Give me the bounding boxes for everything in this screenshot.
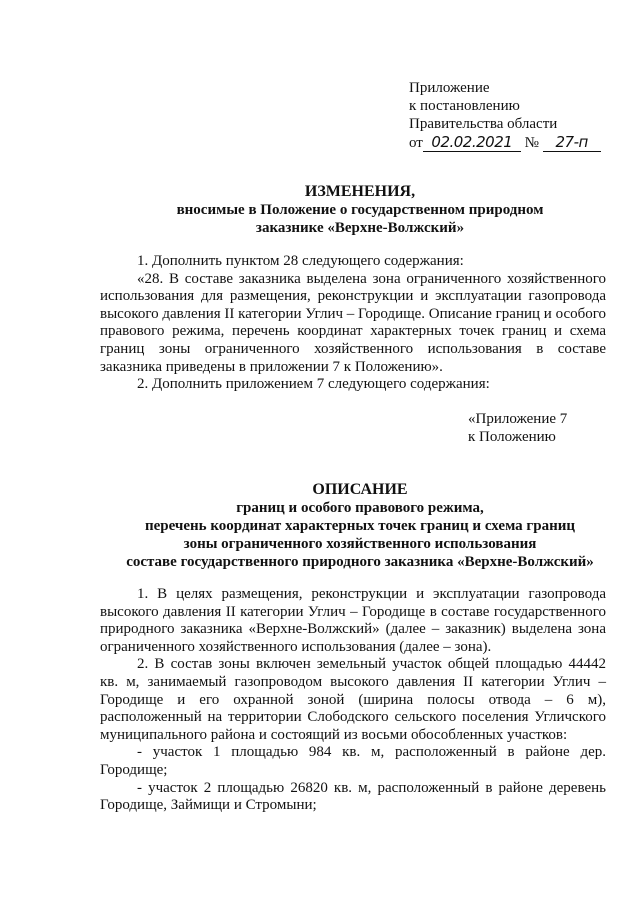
changes-subtitle-2: заказнике «Верхне-Волжский» [255,220,465,236]
appendix-header [409,79,601,152]
changes-subtitle-1: вносимые в Положение о государственном природном [176,202,544,218]
description-line-4: составе государственного природного заказника «Верхне-Волжский» [126,554,594,570]
number-prefix: № [524,135,539,151]
description-line-2: перечень координат характерных точек границ и схема границ [144,518,576,534]
date-prefix: от [409,135,423,151]
paragraph-1: 1. В целях размещения, реконструкции и эксплуатации газопровода высокого давления II категории Углич – Городище в составе государственного природного заказника «Верхне-Волжский» (далее – заказник) выделена зона ограниченного хозяйственного использования (далее – зона). [100,586,606,655]
changes-body [100,253,606,394]
handwritten-date: 02.02.2021 [423,133,521,152]
description-line-3: зоны ограниченного хозяйственного использования [183,536,537,552]
attachment-note-line-2: к Положению [468,429,556,445]
paragraph-2: 2. В состав зоны включен земельный участок общей площадью 44442 кв. м, занимаемый газопроводом высокого давления II категории Углич – Городище и его охранной зоной (ширина полосы отвода – 6 м), расположенный на территории Слободского сельского поселения Угличского муниципального района и состоящий из восьми обособленных участков: [100,656,606,743]
description-line-1: границ и особого правового режима, [236,500,484,516]
changes-heading [100,183,620,237]
description-heading [60,481,640,571]
appendix-date-line [409,133,601,152]
item-28-quote: «28. В составе заказника выделена зона ограниченного хозяйственного использования для размещения, реконструкции и эксплуатации газопровода высокого давления II категории Углич – Городище. Описание границ и особого правового режима, перечень координат характерных точек границ и схема границ зоны ограниченного хозяйственного использования в составе заказника приведены в приложении 7 к Положению». [100,270,607,375]
attachment-note-line-1: «Приложение 7 [468,411,568,427]
attachment-note [468,410,567,446]
description-body [100,586,606,815]
appendix-line-1: Приложение [409,80,490,96]
appendix-line-3: Правительства области [409,116,558,132]
handwritten-number: 27-п [543,133,601,152]
bullet-plot-1: - участок 1 площадью 984 кв. м, расположенный в районе дер. Городище; [100,744,606,778]
appendix-line-2: к постановлению [409,98,520,114]
bullet-plot-2: - участок 2 площадью 26820 кв. м, расположенный в районе деревень Городище, Займищи и Стромыни; [100,779,606,814]
changes-title: ИЗМЕНЕНИЯ, [304,183,416,200]
item-2: 2. Дополнить приложением 7 следующего содержания: [137,376,490,393]
item-1: 1. Дополнить пунктом 28 следующего содержания: [137,253,464,269]
description-title: ОПИСАНИЕ [312,481,408,498]
